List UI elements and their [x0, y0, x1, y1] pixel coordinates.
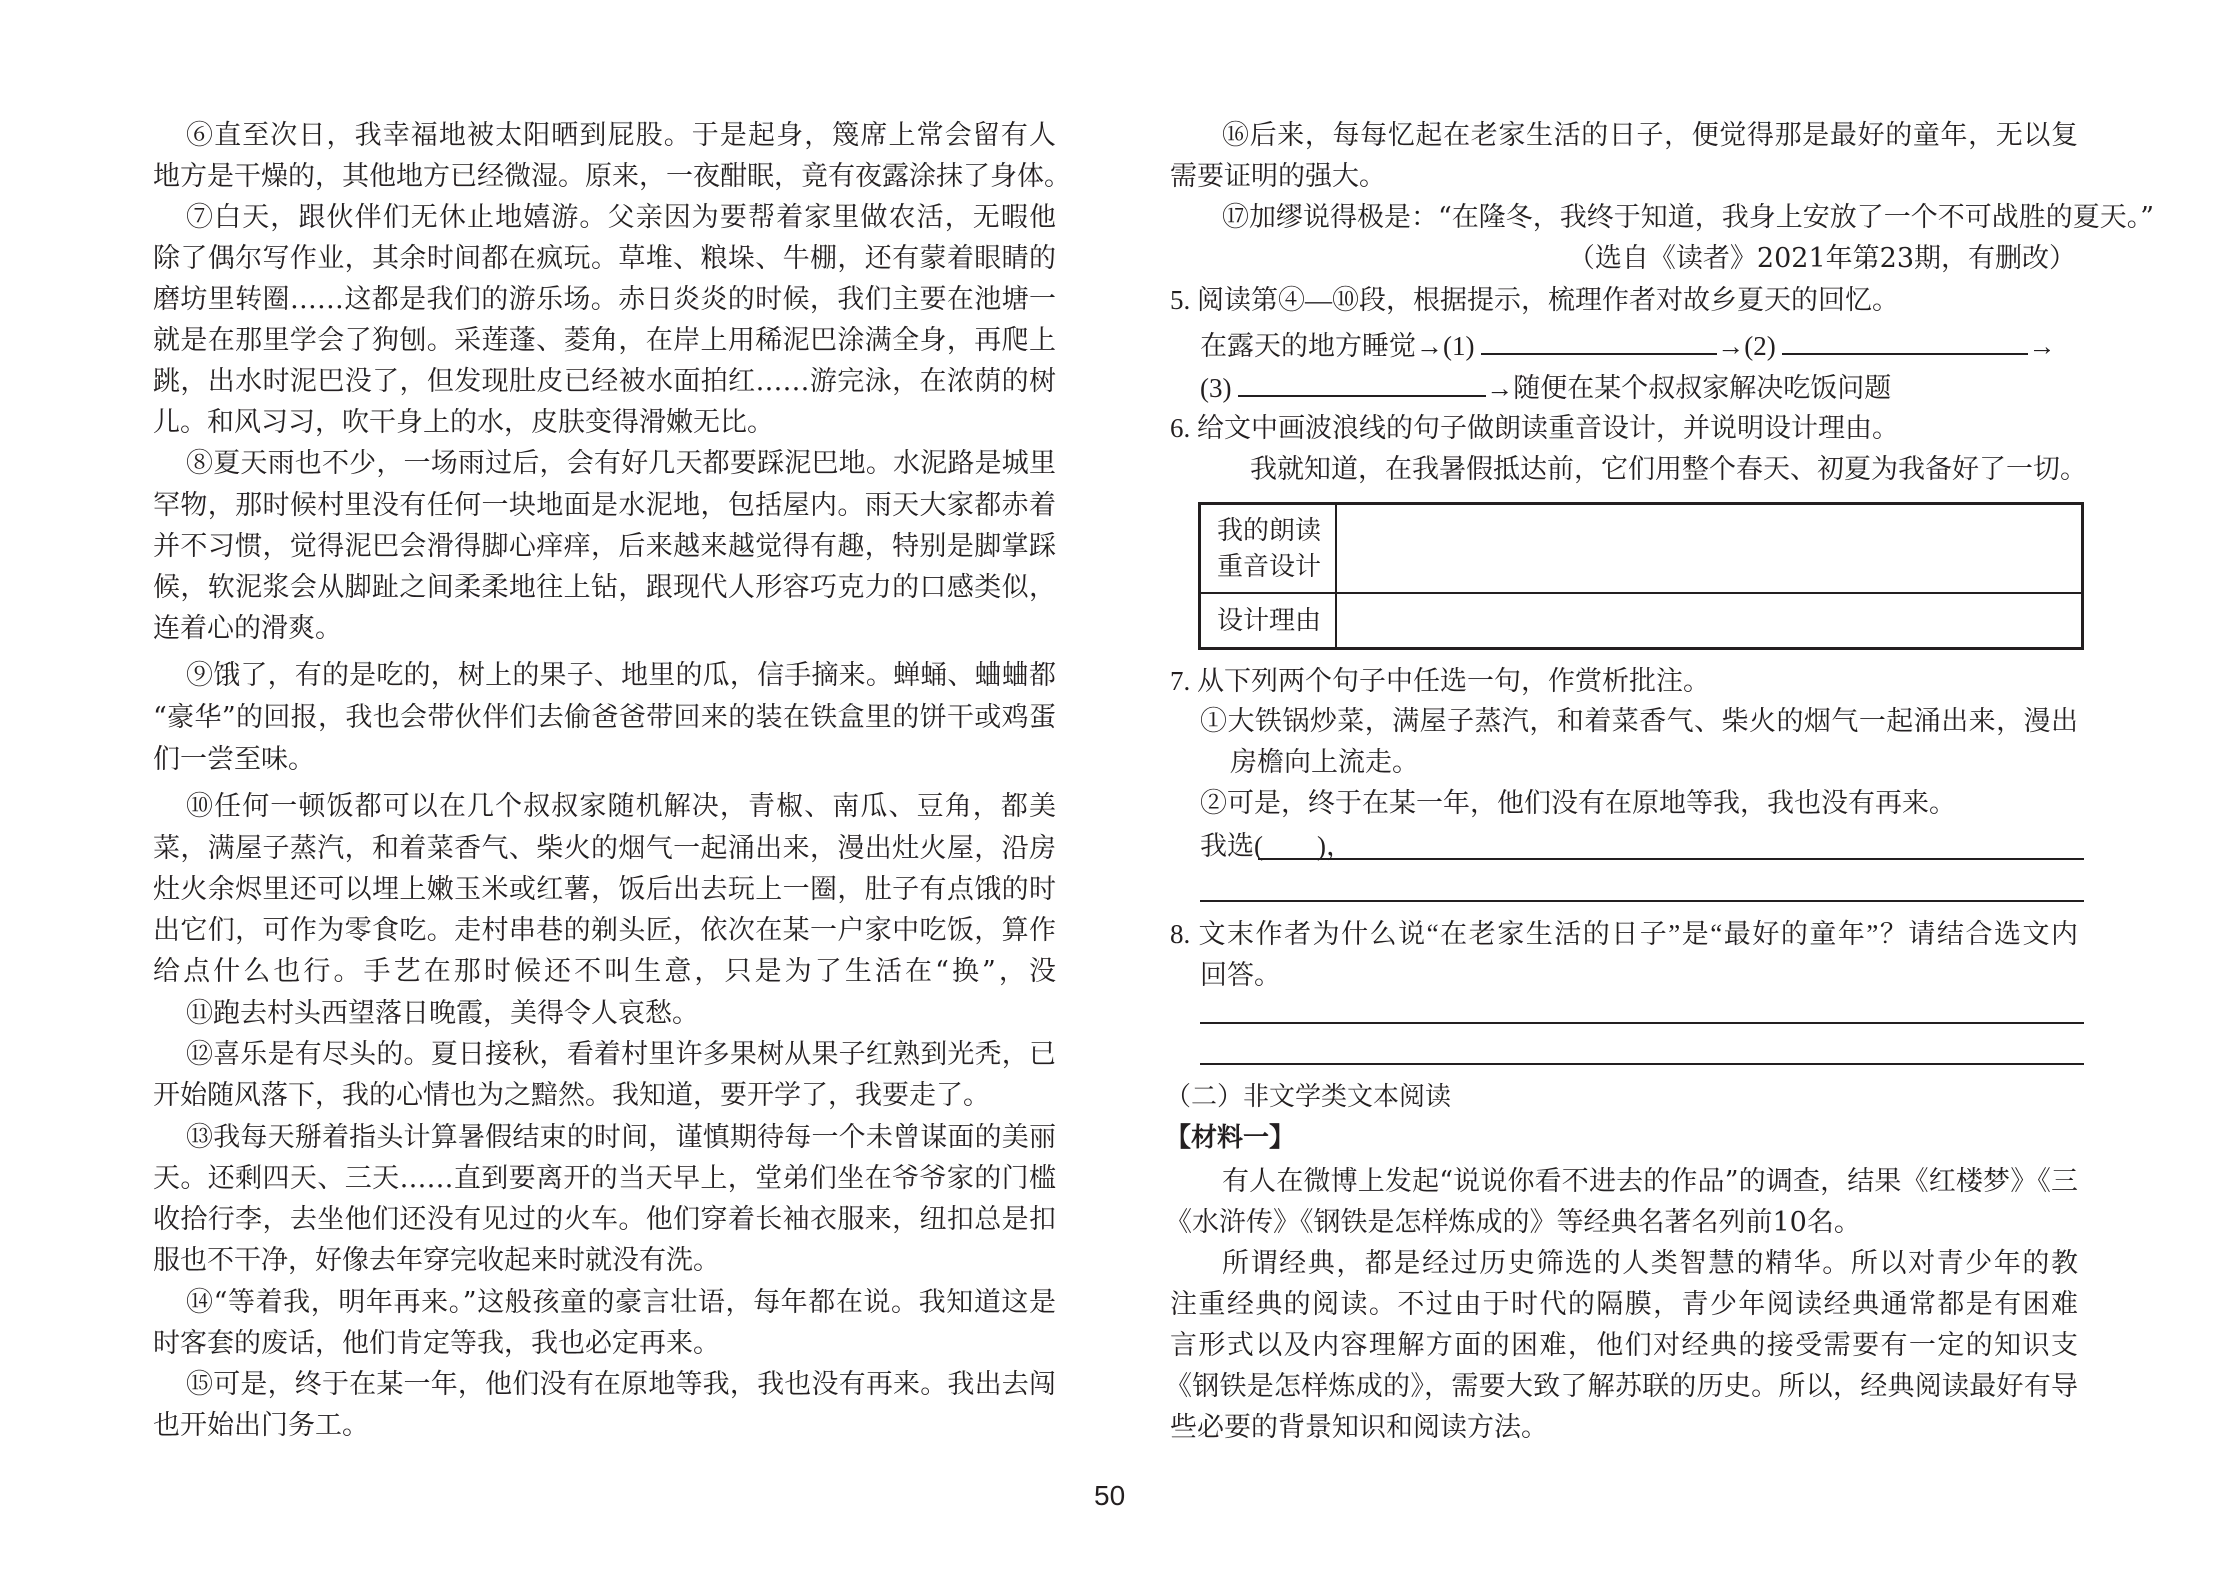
question-5-prompt: 5. 阅读第④—⑩段，根据提示，梳理作者对故乡夏天的回忆。 [1170, 285, 1899, 315]
question-8-prompt-cont: 回答。 [1200, 960, 1281, 990]
material-1-line: 《水浒传》《钢铁是怎样炼成的》等经典名著名列前10名。 [1165, 1207, 1861, 1238]
paragraph-7-line: 磨坊里转圈……这都是我们的游乐场。赤日炎炎的时候，我们主要在池塘一 [153, 284, 1056, 315]
answer-line[interactable] [1200, 1063, 2084, 1065]
paragraph-9-line: ⑨饿了，有的是吃的，树上的果子、地里的瓜，信手摘来。蝉蛹、蛐蛐都 [186, 660, 1056, 691]
question-5-line-1 [1200, 327, 2078, 359]
paragraph-12-line: 开始随风落下，我的心情也为之黯然。我知道，要开学了，我要走了。 [153, 1080, 990, 1111]
paragraph-10-line: 给点什么也行。手艺在那时候还不叫生意，只是为了生活在“换”，没 [153, 956, 1056, 987]
stress-design-answer-cell[interactable] [1338, 505, 2081, 592]
q5-arrow: → [2028, 331, 2056, 361]
q5-mid-text: →(2) [1717, 331, 1776, 361]
q5-label-3: (3) [1200, 373, 1232, 403]
material-1-line: 有人在微博上发起“说说你看不进去的作品”的调查，结果《红楼梦》《三 [1222, 1166, 2078, 1197]
paragraph-7-line: 跳，出水时泥巴没了，但发现肚皮已经被水面拍红……游完泳，在浓荫的树 [153, 366, 1056, 397]
paragraph-7-line: 除了偶尔写作业，其余时间都在疯玩。草堆、粮垛、牛棚，还有蒙着眼睛的 [153, 243, 1056, 274]
paragraph-15-line: ⑮可是，终于在某一年，他们没有在原地等我，我也没有再来。我出去闯 [186, 1369, 1056, 1400]
paragraph-10-line: 出它们，可作为零食吃。走村串巷的剃头匠，依次在某一户家中吃饭，算作 [153, 915, 1056, 946]
paragraph-13-line: 天。还剩四天、三天……直到要离开的当天早上，堂弟们坐在爷爷家的门槛 [153, 1163, 1056, 1194]
paragraph-12-line: ⑫喜乐是有尽头的。夏日接秋，看着村里许多果树从果子红熟到光秃，已 [186, 1039, 1056, 1070]
paragraph-9-line: 们一尝至味。 [153, 744, 315, 775]
material-1-line: 些必要的背景知识和阅读方法。 [1170, 1412, 1548, 1443]
answer-blank-3[interactable] [1238, 369, 1486, 397]
paragraph-7-line: 就是在那里学会了狗刨。采莲蓬、菱角，在岸上用稀泥巴涂满全身，再爬上 [153, 325, 1056, 356]
question-7-option-2: ②可是，终于在某一年，他们没有在原地等我，我也没有再来。 [1200, 788, 1956, 819]
q5-end-text: →随便在某个叔叔家解决吃饭问题 [1486, 373, 1892, 403]
material-1-line: 《钢铁是怎样炼成的》，需要大致了解苏联的历史。所以，经典阅读最好有导 [1165, 1371, 2078, 1402]
answer-blank-2[interactable] [1782, 327, 2028, 355]
paragraph-9-line: “豪华”的回报，我也会带伙伴们去偷爸爸带回来的装在铁盒里的饼干或鸡蛋 [153, 702, 1056, 733]
paragraph-6-line: ⑥直至次日，我幸福地被太阳晒到屁股。于是起身，篾席上常会留有人 [186, 120, 1056, 151]
answer-line[interactable] [1258, 858, 2084, 860]
paragraph-7-line: ⑦白天，跟伙伴们无休止地嬉游。父亲因为要帮着家里做农活，无暇他 [186, 202, 1056, 233]
paragraph-10-line: 菜，满屋子蒸汽，和着菜香气、柴火的烟气一起涌出来，漫出灶火屋，沿房 [153, 833, 1056, 864]
paragraph-16-line: ⑯后来，每每忆起在老家生活的日子，便觉得那是最好的童年，无以复 [1222, 120, 2078, 151]
paragraph-10-line: 灶火余烬里还可以埋上嫩玉米或红薯，饭后出去玩上一圈，肚子有点饿的时 [153, 874, 1056, 905]
answer-table [1198, 502, 2084, 650]
source-citation: （选自《读者》2021年第23期，有删改） [1567, 243, 2076, 274]
question-5-line-2 [1200, 369, 1891, 401]
section-2-title: （二）非文学类文本阅读 [1165, 1082, 1452, 1112]
paragraph-16-line: 需要证明的强大。 [1170, 161, 1386, 192]
material-1-line: 所谓经典，都是经过历史筛选的人类智慧的精华。所以对青少年的教 [1222, 1248, 2078, 1279]
paragraph-7-line: 儿。和风习习，吹干身上的水，皮肤变得滑嫩无比。 [153, 407, 774, 438]
reason-answer-cell[interactable] [1338, 595, 2081, 647]
paragraph-17: ⑰加缪说得极是：“在隆冬，我终于知道，我身上安放了一个不可战胜的夏天。” [1222, 202, 2155, 233]
paragraph-8-line: 连着心的滑爽。 [153, 613, 342, 644]
question-6-sentence: 我就知道，在我暑假抵达前，它们用整个春天、初夏为我备好了一切。 [1250, 454, 2087, 485]
table-column-divider [1335, 505, 1337, 647]
material-1-line: 注重经典的阅读。不过由于时代的隔膜，青少年阅读经典通常都是有困难 [1170, 1289, 2078, 1320]
question-7-option-1-cont: 房檐向上流走。 [1230, 747, 1419, 778]
paragraph-13-line: 收拾行李，去坐他们还没有见过的火车。他们穿着长袖衣服来，纽扣总是扣 [153, 1204, 1056, 1235]
paragraph-11-line: ⑪跑去村头西望落日晚霞，美得令人哀愁。 [186, 998, 699, 1029]
paragraph-8-line: 候，软泥浆会从脚趾之间柔柔地往上钻，跟现代人形容巧克力的口感类似， [153, 572, 1056, 603]
paragraph-8-line: 并不习惯，觉得泥巴会滑得脚心痒痒，后来越来越觉得有趣，特别是脚掌踩 [153, 531, 1056, 562]
paragraph-15-line: 也开始出门务工。 [153, 1410, 369, 1441]
question-7-choice-label: 我选( )， [1200, 831, 1353, 861]
answer-blank-1[interactable] [1481, 327, 1717, 355]
material-1-line: 言形式以及内容理解方面的困难，他们对经典的接受需要有一定的知识支 [1170, 1330, 2078, 1361]
answer-line[interactable] [1200, 900, 2084, 902]
paragraph-8-line: 罕物，那时候村里没有任何一块地面是水泥地，包括屋内。雨天大家都赤着 [153, 490, 1056, 521]
paragraph-6-line: 地方是干燥的，其他地方已经微湿。原来，一夜酣眠，竟有夜露涂抹了身体。 [153, 161, 1071, 192]
paragraph-10-line: ⑩任何一顿饭都可以在几个叔叔家随机解决，青椒、南瓜、豆角，都美 [186, 791, 1056, 822]
label-line: 我的朗读 [1217, 516, 1322, 545]
paragraph-8-line: ⑧夏天雨也不少，一场雨过后，会有好几天都要踩泥巴地。水泥路是城里 [186, 448, 1056, 479]
table-row-divider [1201, 592, 2081, 594]
page-number: 50 [1094, 1480, 1126, 1511]
label-line: 重音设计 [1217, 552, 1322, 581]
paragraph-13-line: 服也不干净，好像去年穿完收起来时就没有洗。 [153, 1245, 720, 1276]
paragraph-14-line: 时客套的废话，他们肯定等我，我也必定再来。 [153, 1328, 720, 1359]
question-8-prompt: 8. 文末作者为什么说“在老家生活的日子”是“最好的童年”？请结合选文内 [1170, 919, 2078, 949]
table-label-stress-design [1217, 513, 1327, 585]
question-7-prompt: 7. 从下列两个句子中任选一句，作赏析批注。 [1170, 666, 1710, 696]
paragraph-14-line: ⑭“等着我，明年再来。”这般孩童的豪言壮语，每年都在说。我知道这是 [186, 1287, 1056, 1318]
q5-start-text: 在露天的地方睡觉→(1) [1200, 331, 1475, 361]
table-label-reason: 设计理由 [1217, 606, 1322, 635]
question-7-option-1: ①大铁锅炒菜，满屋子蒸汽，和着菜香气、柴火的烟气一起涌出来，漫出 [1200, 706, 2078, 737]
answer-line[interactable] [1200, 1022, 2084, 1024]
paragraph-13-line: ⑬我每天掰着指头计算暑假结束的时间，谨慎期待每一个未曾谋面的美丽 [186, 1122, 1056, 1153]
question-6-prompt: 6. 给文中画波浪线的句子做朗读重音设计，并说明设计理由。 [1170, 413, 1899, 443]
material-1-label: 【材料一】 [1165, 1123, 1296, 1153]
